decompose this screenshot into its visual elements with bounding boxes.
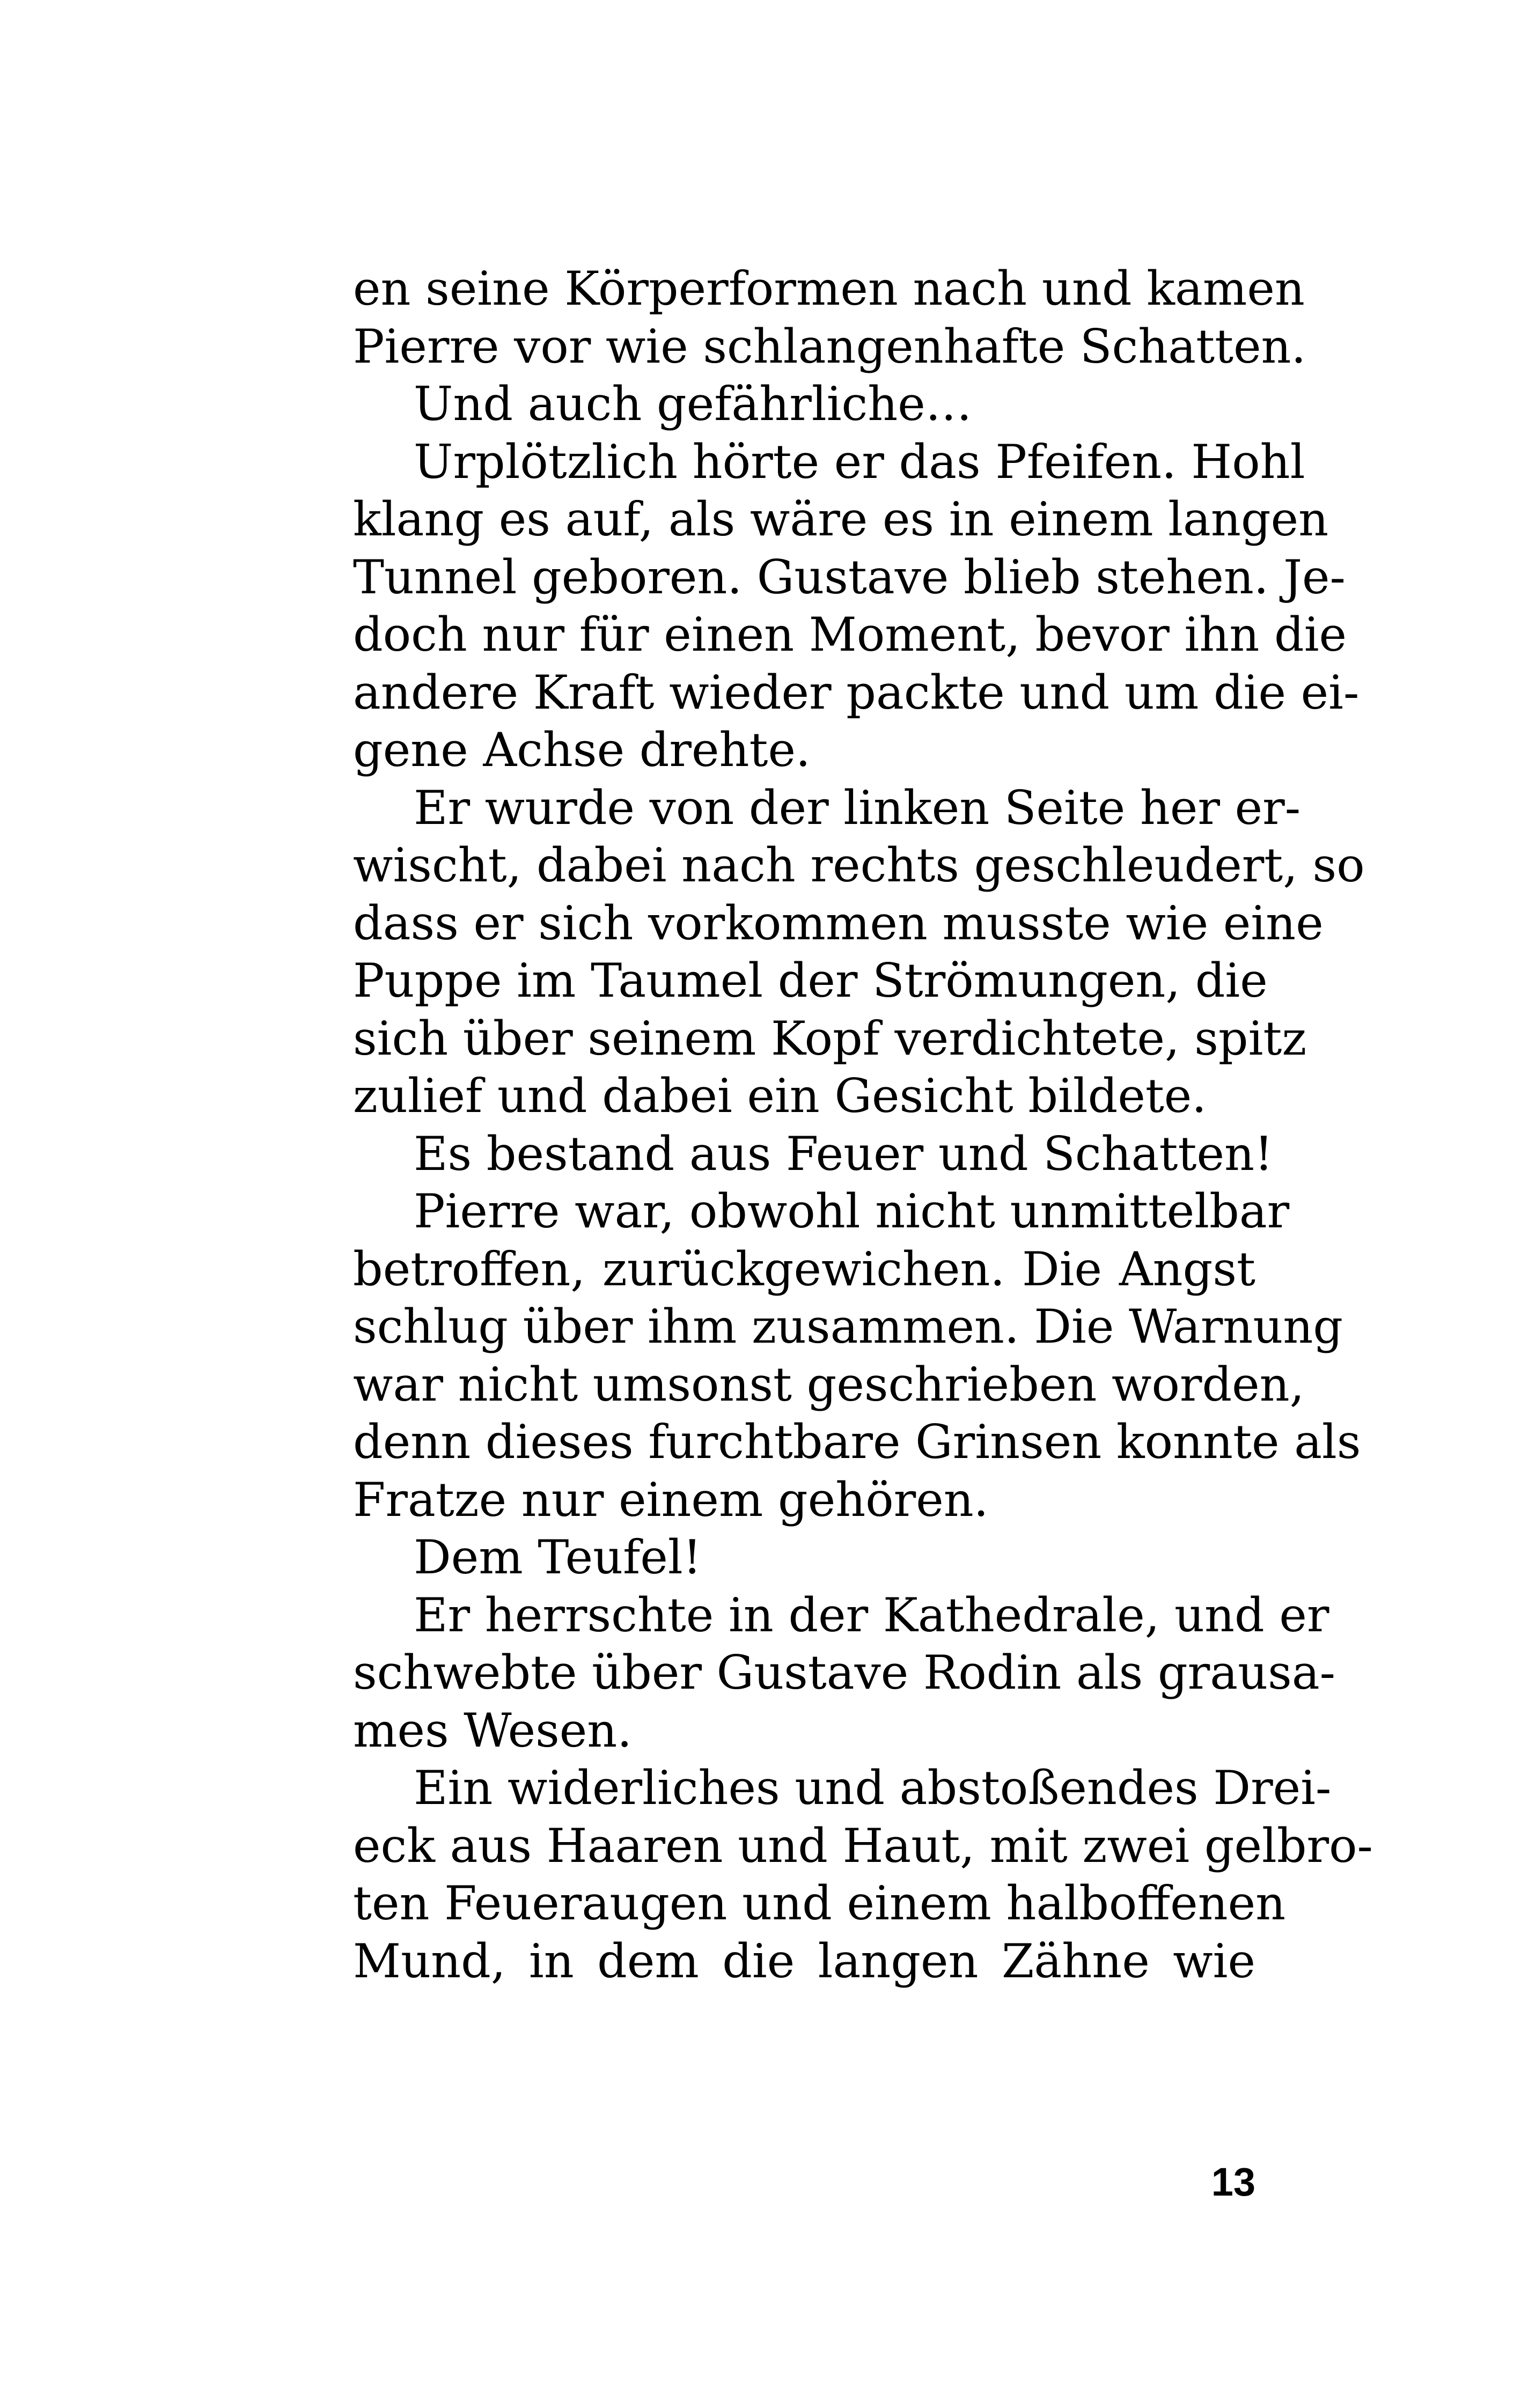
text-line: Und auch gefährliche… [414, 377, 972, 431]
text-line: Urplötzlich hörte er das Pfeifen. Hohl [414, 434, 1305, 489]
text-line: wischt, dabei nach rechts geschleudert, so [353, 838, 1365, 893]
text-line: Pierre vor wie schlangenhafte Schatten. [353, 319, 1306, 374]
text-line: schlug über ihm zusammen. Die Warnung [353, 1299, 1343, 1354]
text-line: Mund, in dem die langen Zähne wie [353, 1933, 1255, 1989]
text-line: dass er sich vorkommen musste wie eine [353, 895, 1324, 951]
text-line: Er wurde von der linken Seite her er- [414, 780, 1301, 835]
body-text [353, 260, 1373, 1990]
text-line: andere Kraft wieder packte und um die ei- [353, 665, 1360, 720]
text-line: sich über seinem Kopf verdichtete, spitz [353, 1011, 1307, 1066]
text-line: doch nur für einen Moment, bevor ihn die [353, 607, 1347, 662]
page-number: 13 [1211, 2160, 1255, 2204]
text-line: gene Achse drehte. [353, 723, 811, 777]
text-line: Tunnel geboren. Gustave blieb stehen. Je- [353, 549, 1346, 605]
text-line: klang es auf, als wäre es in einem langen [353, 492, 1329, 547]
text-line: Fratze nur einem gehören. [353, 1472, 989, 1527]
text-line: en seine Körperformen nach und kamen [353, 261, 1305, 316]
text-line: mes Wesen. [353, 1703, 632, 1758]
text-line: Er herrschte in der Kathedrale, und er [414, 1587, 1329, 1643]
text-line: Dem Teufel! [414, 1530, 702, 1585]
text-line: Ein widerliches und abstoßendes Drei- [414, 1761, 1332, 1815]
text-line: ten Feueraugen und einem halboffenen [353, 1876, 1286, 1931]
text-line: betroffen, zurückgewichen. Die Angst [353, 1241, 1255, 1297]
text-line: eck aus Haaren und Haut, mit zwei gelbro- [353, 1818, 1373, 1873]
text-line: schwebte über Gustave Rodin als grausa- [353, 1645, 1336, 1700]
text-line: Pierre war, obwohl nicht unmittelbar [414, 1184, 1290, 1239]
text-line: denn dieses furchtbare Grinsen konnte als [353, 1415, 1361, 1469]
text-line: Puppe im Taumel der Strömungen, die [353, 953, 1268, 1008]
text-line: war nicht umsonst geschrieben worden, [353, 1357, 1305, 1412]
text-line: Es bestand aus Feuer und Schatten! [414, 1126, 1273, 1181]
text-line: zulief und dabei ein Gesicht bildete. [353, 1069, 1207, 1123]
